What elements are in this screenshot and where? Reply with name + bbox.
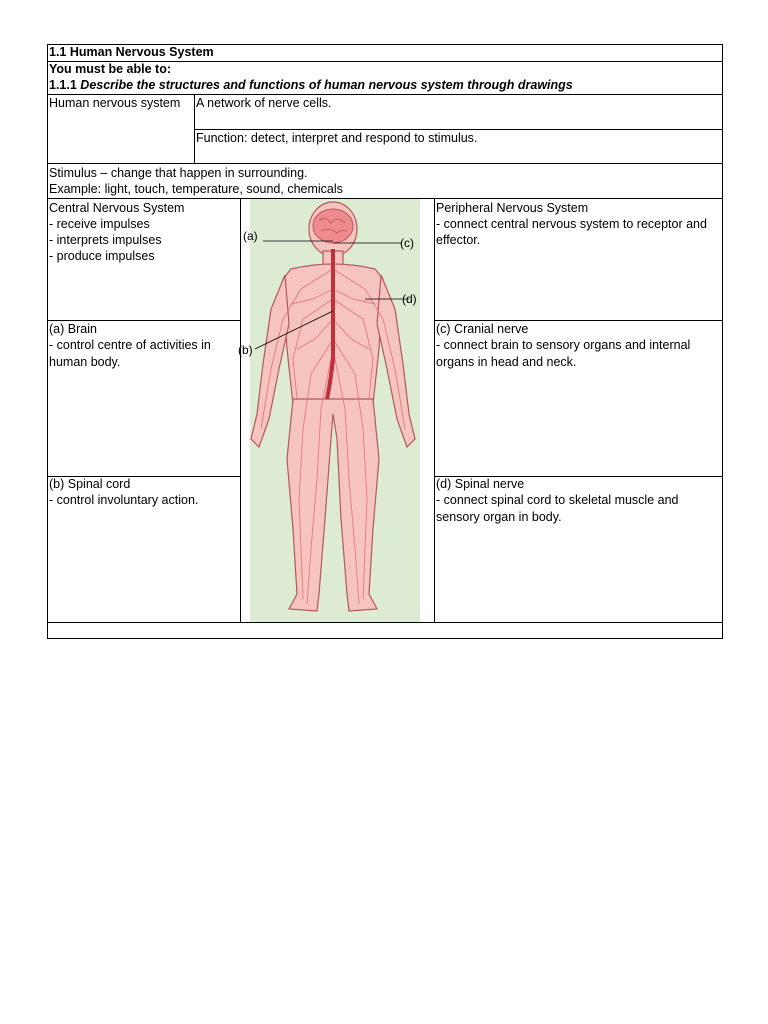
cranial-nerve-title: (c) Cranial nerve bbox=[436, 322, 529, 336]
pns-desc: - connect central nervous system to receptor and effector. bbox=[436, 217, 707, 247]
table-border-bottom bbox=[47, 638, 723, 639]
table-border-right bbox=[722, 44, 723, 639]
cns-point: - produce impulses bbox=[49, 249, 155, 263]
cns-point: - interprets impulses bbox=[49, 233, 162, 247]
pns-title: Peripheral Nervous System bbox=[436, 201, 589, 215]
cns-title: Central Nervous System bbox=[49, 201, 185, 215]
section-title: 1.1 Human Nervous System bbox=[49, 45, 214, 59]
spinal-nerve-title: (d) Spinal nerve bbox=[436, 477, 525, 491]
nervous-system-diagram bbox=[238, 199, 434, 622]
row-divider bbox=[47, 622, 723, 623]
brain-title: (a) Brain bbox=[49, 322, 97, 336]
brain-desc: - control centre of activities in human body. bbox=[49, 338, 211, 369]
label-d: (d) bbox=[402, 292, 417, 306]
label-b: (b) bbox=[238, 343, 253, 357]
stimulus-definition: Stimulus – change that happen in surrounding. bbox=[49, 166, 308, 180]
label-c: (c) bbox=[400, 236, 414, 250]
stimulus-example: Example: light, touch, temperature, sound, chemicals bbox=[49, 182, 343, 196]
spinal-nerve-desc: - connect spinal cord to skeletal muscle and sensory organ in body. bbox=[436, 493, 679, 524]
brain bbox=[313, 209, 353, 243]
objective-text: Describe the structures and functions of human nervous system through drawings bbox=[80, 78, 573, 92]
spinal-cord-desc: - control involuntary action. bbox=[49, 493, 199, 507]
definition-meaning: A network of nerve cells. bbox=[196, 96, 332, 110]
cranial-nerve-desc: - connect brain to sensory organs and internal organs in head and neck. bbox=[436, 338, 691, 369]
learning-objective bbox=[47, 77, 575, 93]
must-label: You must be able to: bbox=[49, 62, 171, 76]
objective-number: 1.1.1 bbox=[49, 78, 77, 92]
column-divider bbox=[434, 198, 435, 623]
label-a: (a) bbox=[243, 229, 258, 243]
cns-point: - receive impulses bbox=[49, 217, 150, 231]
definition-function: Function: detect, interpret and respond to stimulus. bbox=[196, 131, 478, 145]
definition-term: Human nervous system bbox=[49, 96, 181, 110]
spinal-cord-title: (b) Spinal cord bbox=[49, 477, 131, 491]
row-divider bbox=[47, 163, 723, 164]
